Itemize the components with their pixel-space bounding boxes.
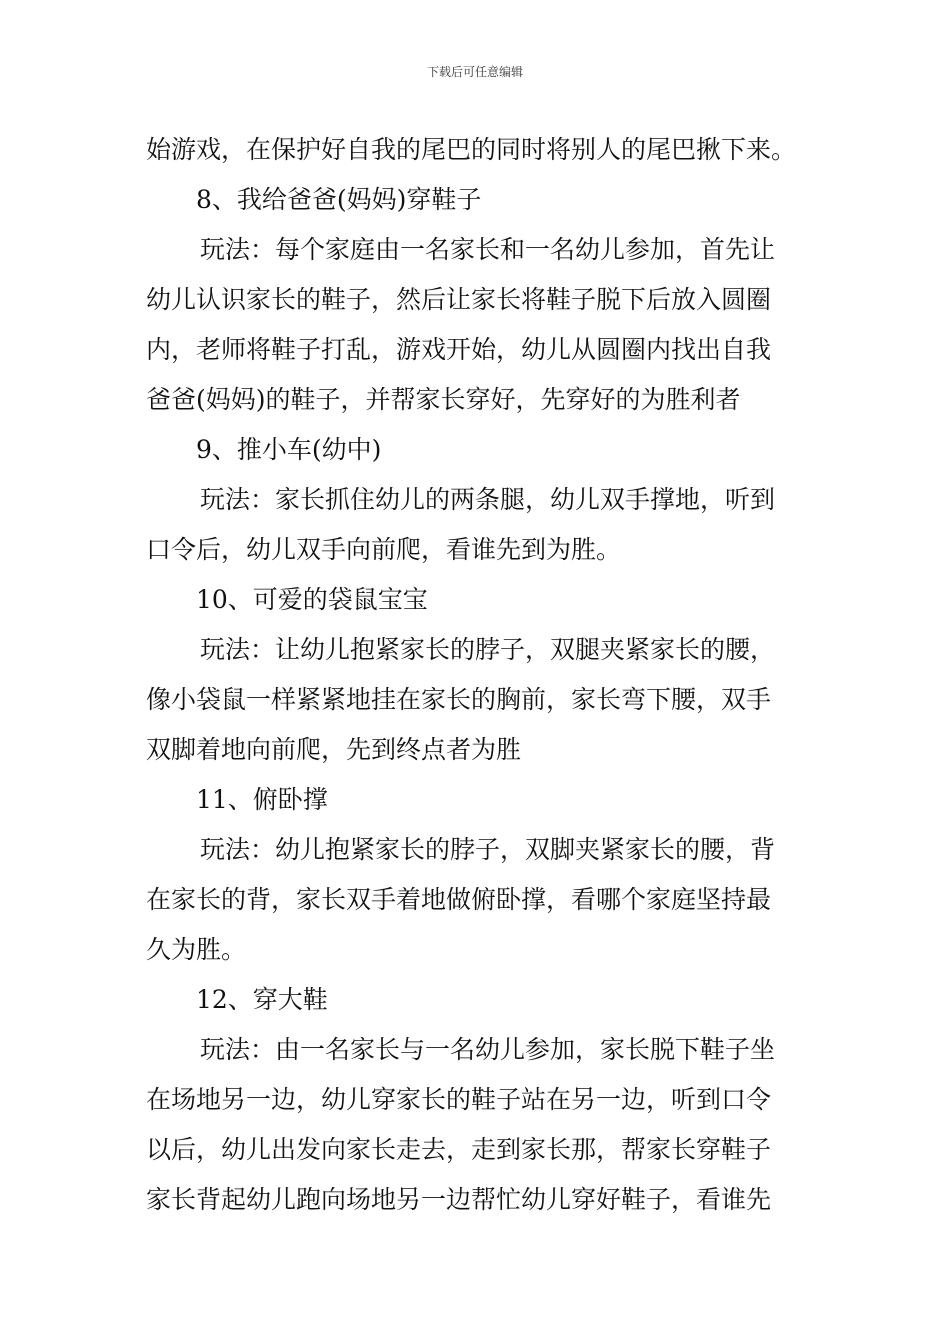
body-line-5: 内，老师将鞋子打乱，游戏开始，幼儿从圆圈内找出自我 <box>146 335 772 364</box>
body-line-17: 久为胜。 <box>146 935 247 964</box>
body-line-3: 玩法：每个家庭由一名家长和一名幼儿参加，首先让 <box>200 235 776 264</box>
body-line-4: 幼儿认识家长的鞋子，然后让家长将鞋子脱下后放入圆圈 <box>146 285 772 314</box>
section-heading-8: 8、我给爸爸(妈妈)穿鞋子 <box>196 185 482 214</box>
body-line-1: 始游戏，在保护好自我的尾巴的同时将别人的尾巴揪下来。 <box>146 135 797 164</box>
body-line-22: 家长背起幼儿跑向场地另一边帮忙幼儿穿好鞋子，看谁先 <box>146 1185 772 1214</box>
section-heading-12: 12、穿大鞋 <box>196 985 328 1014</box>
section-heading-9: 9、推小车(幼中) <box>196 435 382 464</box>
body-line-6: 爸爸(妈妈)的鞋子，并帮家长穿好，先穿好的为胜利者 <box>146 385 741 414</box>
body-line-19: 玩法：由一名家长与一名幼儿参加，家长脱下鞋子坐 <box>200 1035 776 1064</box>
section-heading-11: 11、俯卧撑 <box>196 785 328 814</box>
body-line-20: 在场地另一边，幼儿穿家长的鞋子站在另一边，听到口令 <box>146 1085 772 1114</box>
body-line-15: 玩法：幼儿抱紧家长的脖子，双脚夹紧家长的腰，背 <box>200 835 776 864</box>
body-line-8: 玩法：家长抓住幼儿的两条腿，幼儿双手撑地，听到 <box>200 485 776 514</box>
body-line-12: 像小袋鼠一样紧紧地挂在家长的胸前，家长弯下腰，双手 <box>146 685 772 714</box>
page-header: 下载后可任意编辑 <box>426 65 523 79</box>
body-line-13: 双脚着地向前爬，先到终点者为胜 <box>146 735 522 764</box>
body-line-11: 玩法：让幼儿抱紧家长的脖子，双腿夹紧家长的腰， <box>200 635 776 664</box>
body-line-21: 以后，幼儿出发向家长走去，走到家长那，帮家长穿鞋子 <box>146 1135 772 1164</box>
body-line-16: 在家长的背，家长双手着地做俯卧撑，看哪个家庭坚持最 <box>146 885 772 914</box>
body-line-9: 口令后，幼儿双手向前爬，看谁先到为胜。 <box>146 535 622 564</box>
section-heading-10: 10、可爱的袋鼠宝宝 <box>196 585 428 614</box>
